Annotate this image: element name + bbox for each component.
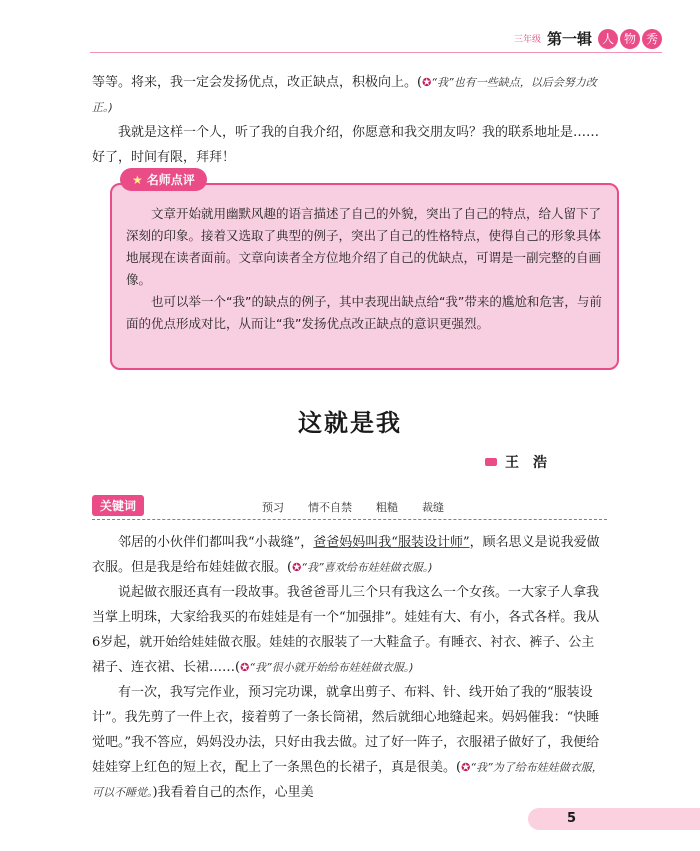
comment-text: “我”喜欢给布娃娃做衣服。 [301, 561, 429, 574]
body-text: 说起做衣服还真有一段故事。我爸爸哥儿三个只有我这么一个女孩。一大家子人拿我当掌上明珠，大家给我买的布娃娃是有一个“加强排”。娃娃有大、有小，各式各样。我从6岁起，就开始给娃娃做衣服。娃娃的衣服装了一大鞋盒子。有睡衣、衬衣、裤子、公主裙子、连衣裙、长裙……( [92, 585, 600, 675]
keywords-label: 关键词 [92, 495, 144, 516]
top-paragraph [92, 70, 607, 120]
review-content [126, 203, 606, 335]
body-paragraph-2 [92, 580, 607, 680]
header-badge: 人 [598, 29, 618, 49]
article-body [92, 530, 607, 805]
comment-mark-icon: ✪ [422, 76, 432, 89]
comment-mark-icon: ✪ [240, 661, 250, 674]
teacher-review-box [110, 183, 619, 370]
keyword: 裁缝 [422, 501, 444, 514]
inline-comment: ✪“我”也有一些缺点，以后会努力改正。) [92, 76, 597, 114]
header-badges [598, 29, 662, 49]
article-author [485, 452, 547, 472]
body-paragraph-1 [92, 530, 607, 580]
keywords-row [92, 495, 607, 520]
running-header [514, 28, 662, 49]
keywords-list [262, 499, 444, 515]
body-text: 有一次，我写完作业，预习完功课，就拿出剪子、布料、针、线开始了我的“服装设计”。我先剪了一件上衣，接着剪了一条长筒裙，然后就细心地缝起来。妈妈催我：“快睡觉吧。”我不答应，妈妈没办法，只好由我去做。过了好一阵子，衣服裙子做好了，我便给娃娃穿上红色的短上衣，配上了一条黑色的长裙子，真是很美。( [92, 685, 600, 775]
header-badge: 秀 [642, 29, 662, 49]
comment-mark-icon: ✪ [461, 761, 471, 774]
review-label-text: 名师点评 [146, 173, 195, 187]
body-paragraph-3 [92, 680, 607, 805]
header-badge: 物 [620, 29, 640, 49]
header-title: 第一辑 [546, 30, 592, 48]
top-line: 等等。将来，我一定会发扬优点，改正缺点，积极向上。( [92, 75, 423, 90]
keyword: 粗糙 [376, 501, 398, 514]
keyword: 情不自禁 [308, 501, 352, 514]
page-number-bar [528, 808, 700, 830]
star-icon: ★ [132, 173, 143, 187]
inline-comment: ✪“我”喜欢给布娃娃做衣服。) [292, 561, 433, 574]
header-tag: 三年级 [513, 35, 541, 45]
body-text: 邻居的小伙伴们都叫我“小裁缝”， [118, 535, 314, 550]
comment-text: “我”很小就开始给布娃娃做衣服。 [249, 661, 410, 674]
comment-text: “我”也有一些缺点，以后会努力改正。 [92, 76, 597, 114]
page-number: 5 [567, 811, 577, 826]
review-paragraph-2: 也可以举一个“我”的缺点的例子，其中表现出缺点给“我”带来的尴尬和危害，与前面的优点形成对比，从而让“我”发扬优点改正缺点的意识更强烈。 [126, 294, 602, 331]
underlined-text: 爸爸妈妈叫我“服装设计师” [313, 535, 470, 550]
inline-comment: ✪“我”很小就开始给布娃娃做衣服。) [240, 661, 414, 674]
keyword: 预习 [262, 501, 284, 514]
author-name: 王 浩 [505, 455, 547, 471]
author-icon [485, 458, 497, 466]
closing-paragraph: 我就是这样一个人，听了我的自我介绍，你愿意和我交朋友吗？我的联系地址是……好了，时间有限，拜拜！ [92, 125, 600, 165]
article-title: 这就是我 [298, 409, 402, 437]
review-paragraph-1: 文章开始就用幽默风趣的语言描述了自己的外貌，突出了自己的特点，给人留下了深刻的印象。接着又选取了典型的例子，突出了自己的性格特点，使得自己的形象具体地展现在读者面前。文章向读者全方位地介绍了自己的优缺点，可谓是一副完整的自画像。 [126, 206, 602, 287]
review-label [120, 168, 207, 191]
header-divider [90, 52, 662, 53]
body-text: )我看着自己的杰作，心里美 [152, 785, 314, 800]
body-text: ，顾名思义是说我爱做衣服。但是我是给布娃娃做衣服。( [92, 535, 600, 575]
comment-text: “我”为了给布娃娃做衣服，可以不睡觉。 [92, 761, 603, 799]
comment-mark-icon: ✪ [292, 561, 302, 574]
